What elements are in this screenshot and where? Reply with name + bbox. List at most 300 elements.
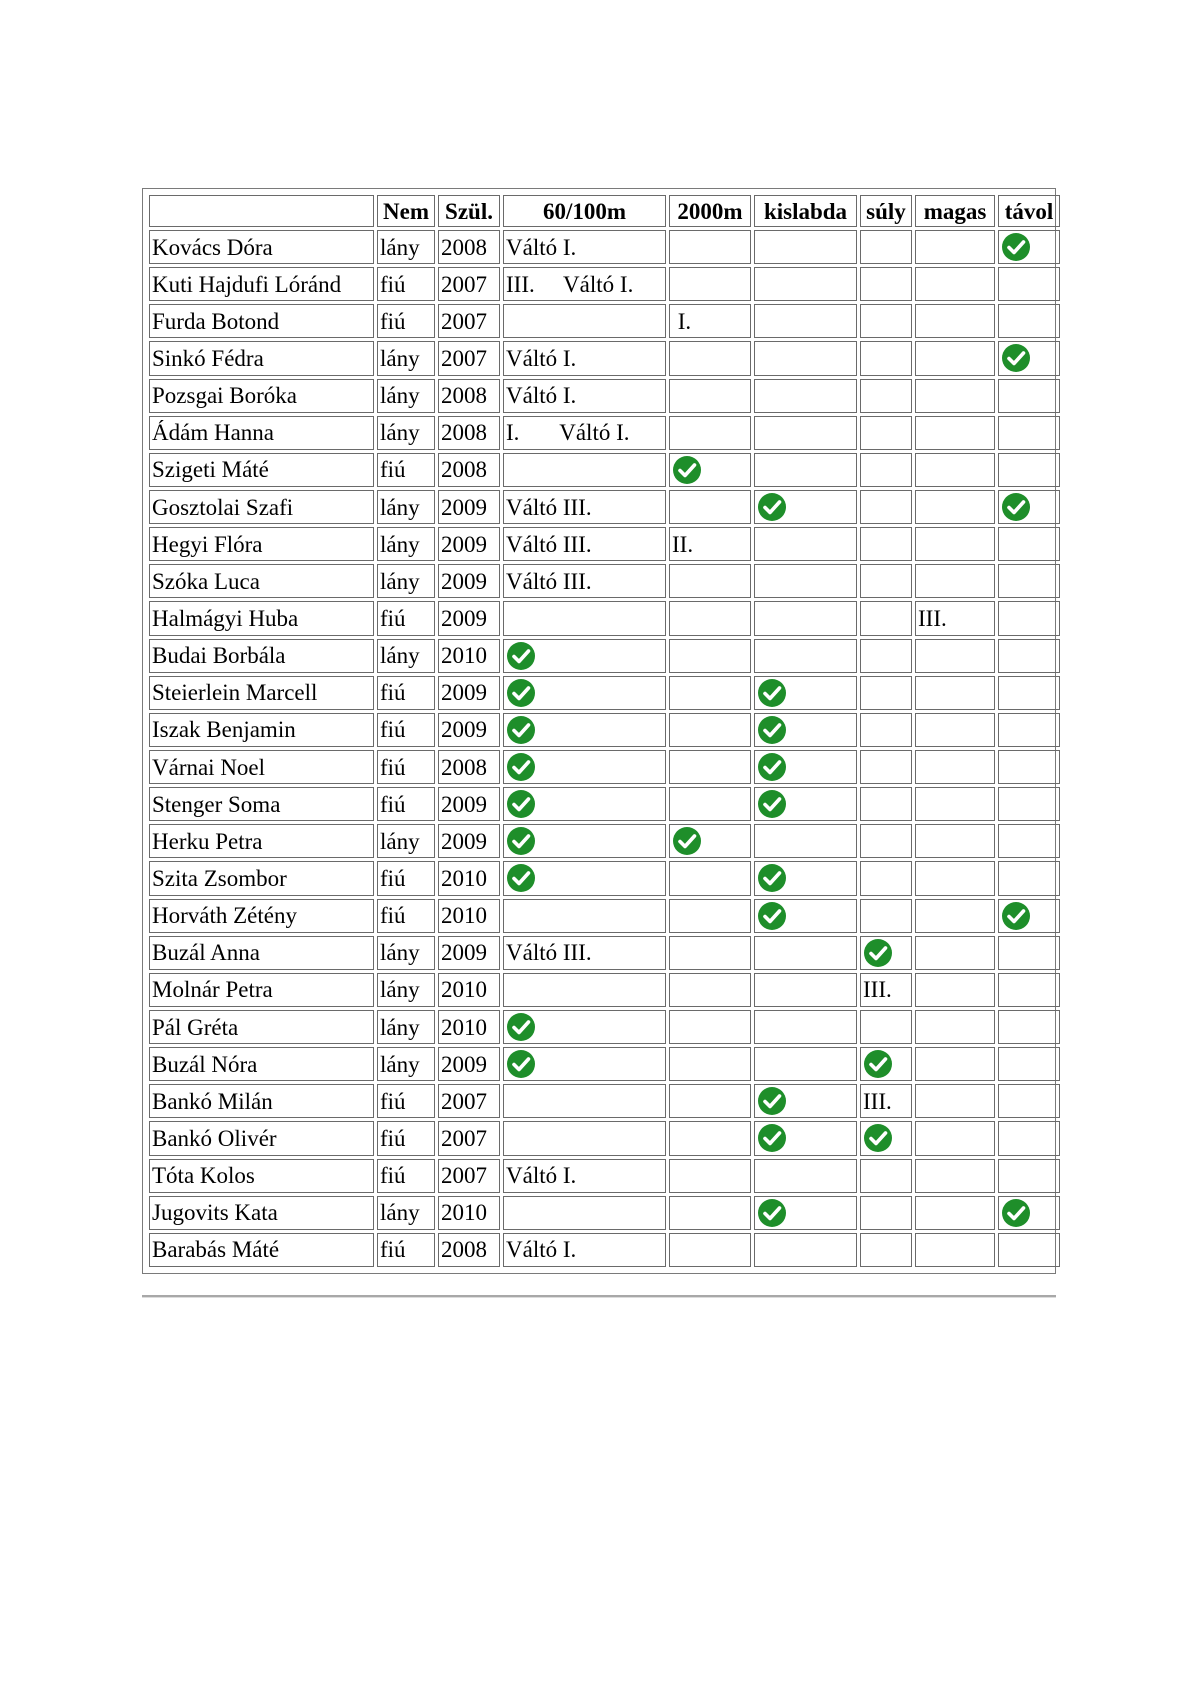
event-suly-cell [860,601,912,635]
nem-cell: fiú [377,1121,435,1155]
name-cell: Bankó Olivér [149,1121,374,1155]
event-suly-cell [860,936,912,970]
table-row [149,750,1060,784]
check-circle-icon [1001,1198,1031,1228]
name-cell: Horváth Zétény [149,899,374,933]
check-circle-icon [506,789,536,819]
event-60-100m-cell [503,787,666,821]
event-kislabda-cell [754,639,857,673]
event-60-100m-cell: Váltó III. [503,490,666,524]
event-2000m-cell: I. [669,304,751,338]
event-kislabda-cell [754,416,857,450]
event-magas-cell [915,304,995,338]
event-60-100m-cell [503,453,666,487]
szul-cell: 2009 [438,787,500,821]
event-magas-cell: III. [915,601,995,635]
event-kislabda-cell [754,1047,857,1081]
check-circle-icon [757,863,787,893]
nem-cell: fiú [377,304,435,338]
event-magas-cell [915,1159,995,1193]
name-cell: Buzál Nóra [149,1047,374,1081]
nem-cell: lány [377,973,435,1007]
event-tavol-cell [998,861,1060,895]
event-kislabda-cell [754,861,857,895]
event-2000m-cell [669,341,751,375]
event-suly-cell [860,304,912,338]
event-suly-cell [860,416,912,450]
event-60-100m-cell [503,899,666,933]
event-suly-cell [860,639,912,673]
check-circle-icon [506,1049,536,1079]
event-magas-cell [915,1196,995,1230]
horizontal-rule [142,1295,1056,1298]
nem-cell: lány [377,639,435,673]
name-cell: Molnár Petra [149,973,374,1007]
event-tavol-cell [998,639,1060,673]
table-row [149,1047,1060,1081]
szul-cell: 2010 [438,639,500,673]
event-60-100m-cell: I. Váltó I. [503,416,666,450]
results-table-frame [142,188,1056,1274]
event-60-100m-cell: III. Váltó I. [503,267,666,301]
event-2000m-cell [669,416,751,450]
event-kislabda-cell [754,676,857,710]
event-2000m-cell [669,936,751,970]
name-cell: Herku Petra [149,824,374,858]
header-name [149,195,374,227]
event-60-100m-cell [503,750,666,784]
table-row [149,824,1060,858]
event-suly-cell [860,787,912,821]
szul-cell: 2010 [438,973,500,1007]
event-magas-cell [915,564,995,598]
event-2000m-cell [669,490,751,524]
event-magas-cell [915,453,995,487]
check-circle-icon [757,901,787,931]
table-row [149,1159,1060,1193]
table-row [149,861,1060,895]
event-tavol-cell [998,341,1060,375]
event-60-100m-cell: Váltó III. [503,527,666,561]
event-60-100m-cell [503,639,666,673]
event-2000m-cell [669,1233,751,1267]
event-kislabda-cell [754,1010,857,1044]
event-60-100m-cell [503,1121,666,1155]
event-kislabda-cell [754,1084,857,1118]
nem-cell: fiú [377,1233,435,1267]
nem-cell: fiú [377,713,435,747]
event-suly-cell [860,564,912,598]
event-suly-cell [860,1047,912,1081]
event-tavol-cell [998,676,1060,710]
header-60-100m: 60/100m [503,195,666,227]
nem-cell: fiú [377,267,435,301]
event-suly-cell [860,861,912,895]
event-kislabda-cell [754,713,857,747]
name-cell: Halmágyi Huba [149,601,374,635]
event-60-100m-cell [503,824,666,858]
szul-cell: 2009 [438,676,500,710]
event-magas-cell [915,230,995,264]
event-2000m-cell [669,1159,751,1193]
event-2000m-cell [669,453,751,487]
check-circle-icon [863,938,893,968]
event-60-100m-cell [503,973,666,1007]
check-circle-icon [1001,343,1031,373]
name-cell: Kuti Hajdufi Lóránd [149,267,374,301]
event-suly-cell [860,1233,912,1267]
event-suly-cell [860,341,912,375]
event-60-100m-cell: Váltó I. [503,379,666,413]
name-cell: Bankó Milán [149,1084,374,1118]
nem-cell: fiú [377,453,435,487]
nem-cell: lány [377,341,435,375]
event-suly-cell [860,490,912,524]
event-magas-cell [915,861,995,895]
event-2000m-cell [669,1010,751,1044]
table-row [149,936,1060,970]
event-magas-cell [915,416,995,450]
nem-cell: fiú [377,1084,435,1118]
name-cell: Szita Zsombor [149,861,374,895]
check-circle-icon [757,1198,787,1228]
table-row [149,453,1060,487]
event-kislabda-cell [754,564,857,598]
event-magas-cell [915,750,995,784]
event-magas-cell [915,676,995,710]
table-row [149,973,1060,1007]
event-magas-cell [915,1047,995,1081]
event-kislabda-cell [754,973,857,1007]
name-cell: Várnai Noel [149,750,374,784]
event-2000m-cell [669,750,751,784]
event-2000m-cell [669,861,751,895]
event-kislabda-cell [754,379,857,413]
szul-cell: 2010 [438,1196,500,1230]
szul-cell: 2009 [438,936,500,970]
event-2000m-cell [669,973,751,1007]
event-kislabda-cell [754,787,857,821]
event-2000m-cell [669,601,751,635]
check-circle-icon [757,752,787,782]
event-tavol-cell [998,787,1060,821]
event-magas-cell [915,824,995,858]
check-circle-icon [506,715,536,745]
event-tavol-cell [998,1121,1060,1155]
event-2000m-cell [669,564,751,598]
nem-cell: fiú [377,861,435,895]
name-cell: Pozsgai Boróka [149,379,374,413]
event-kislabda-cell [754,899,857,933]
table-row [149,1121,1060,1155]
event-magas-cell [915,899,995,933]
szul-cell: 2007 [438,304,500,338]
header-kislabda: kislabda [754,195,857,227]
szul-cell: 2008 [438,416,500,450]
name-cell: Steierlein Marcell [149,676,374,710]
event-kislabda-cell [754,936,857,970]
event-60-100m-cell [503,1084,666,1118]
event-60-100m-cell [503,1047,666,1081]
szul-cell: 2008 [438,379,500,413]
event-2000m-cell [669,899,751,933]
header-magas: magas [915,195,995,227]
check-circle-icon [757,1123,787,1153]
szul-cell: 2010 [438,861,500,895]
name-cell: Ádám Hanna [149,416,374,450]
check-circle-icon [672,455,702,485]
event-tavol-cell [998,1047,1060,1081]
event-kislabda-cell [754,1159,857,1193]
event-60-100m-cell [503,676,666,710]
table-row [149,899,1060,933]
nem-cell: lány [377,564,435,598]
szul-cell: 2009 [438,713,500,747]
szul-cell: 2008 [438,453,500,487]
name-cell: Stenger Soma [149,787,374,821]
event-magas-cell [915,379,995,413]
event-suly-cell: III. [860,973,912,1007]
event-tavol-cell [998,416,1060,450]
event-2000m-cell [669,676,751,710]
szul-cell: 2009 [438,601,500,635]
name-cell: Furda Botond [149,304,374,338]
szul-cell: 2008 [438,230,500,264]
table-row [149,230,1060,264]
event-suly-cell [860,379,912,413]
event-60-100m-cell: Váltó I. [503,230,666,264]
szul-cell: 2007 [438,1121,500,1155]
nem-cell: lány [377,1047,435,1081]
szul-cell: 2010 [438,899,500,933]
event-60-100m-cell: Váltó I. [503,341,666,375]
event-tavol-cell [998,230,1060,264]
nem-cell: fiú [377,676,435,710]
szul-cell: 2007 [438,267,500,301]
name-cell: Iszak Benjamin [149,713,374,747]
table-row [149,490,1060,524]
table-row [149,1084,1060,1118]
nem-cell: lány [377,824,435,858]
nem-cell: fiú [377,787,435,821]
event-kislabda-cell [754,527,857,561]
event-tavol-cell [998,713,1060,747]
event-2000m-cell [669,1196,751,1230]
check-circle-icon [506,1012,536,1042]
event-tavol-cell [998,564,1060,598]
check-circle-icon [506,863,536,893]
event-kislabda-cell [754,1196,857,1230]
event-suly-cell [860,267,912,301]
event-tavol-cell [998,1084,1060,1118]
event-suly-cell [860,1196,912,1230]
header-szul: Szül. [438,195,500,227]
event-2000m-cell [669,267,751,301]
szul-cell: 2008 [438,1233,500,1267]
nem-cell: fiú [377,750,435,784]
check-circle-icon [506,752,536,782]
name-cell: Hegyi Flóra [149,527,374,561]
table-row [149,564,1060,598]
szul-cell: 2009 [438,527,500,561]
check-circle-icon [506,641,536,671]
name-cell: Barabás Máté [149,1233,374,1267]
table-row [149,527,1060,561]
event-60-100m-cell: Váltó III. [503,564,666,598]
szul-cell: 2009 [438,1047,500,1081]
event-tavol-cell [998,824,1060,858]
event-tavol-cell [998,1233,1060,1267]
header-2000m: 2000m [669,195,751,227]
nem-cell: lány [377,230,435,264]
event-magas-cell [915,527,995,561]
event-tavol-cell [998,304,1060,338]
check-circle-icon [506,826,536,856]
check-circle-icon [757,492,787,522]
nem-cell: lány [377,1196,435,1230]
szul-cell: 2008 [438,750,500,784]
event-tavol-cell [998,973,1060,1007]
name-cell: Buzál Anna [149,936,374,970]
event-2000m-cell [669,639,751,673]
event-magas-cell [915,267,995,301]
check-circle-icon [506,678,536,708]
table-row [149,1233,1060,1267]
table-row [149,787,1060,821]
table-row [149,639,1060,673]
nem-cell: lány [377,490,435,524]
name-cell: Sinkó Fédra [149,341,374,375]
event-60-100m-cell [503,601,666,635]
check-circle-icon [1001,901,1031,931]
nem-cell: fiú [377,1159,435,1193]
check-circle-icon [1001,492,1031,522]
szul-cell: 2009 [438,564,500,598]
event-magas-cell [915,341,995,375]
event-60-100m-cell: Váltó I. [503,1233,666,1267]
table-row [149,379,1060,413]
event-60-100m-cell: Váltó I. [503,1159,666,1193]
name-cell: Budai Borbála [149,639,374,673]
nem-cell: fiú [377,899,435,933]
event-2000m-cell [669,230,751,264]
event-magas-cell [915,936,995,970]
event-suly-cell [860,1159,912,1193]
table-row [149,304,1060,338]
szul-cell: 2007 [438,1159,500,1193]
name-cell: Pál Gréta [149,1010,374,1044]
event-suly-cell [860,899,912,933]
event-magas-cell [915,1233,995,1267]
table-row [149,267,1060,301]
nem-cell: lány [377,527,435,561]
name-cell: Szigeti Máté [149,453,374,487]
event-suly-cell: III. [860,1084,912,1118]
event-kislabda-cell [754,601,857,635]
event-60-100m-cell [503,1010,666,1044]
name-cell: Gosztolai Szafi [149,490,374,524]
event-2000m-cell [669,379,751,413]
check-circle-icon [757,678,787,708]
event-magas-cell [915,1010,995,1044]
table-row [149,341,1060,375]
event-kislabda-cell [754,267,857,301]
event-kislabda-cell [754,1121,857,1155]
event-suly-cell [860,453,912,487]
event-60-100m-cell [503,304,666,338]
event-tavol-cell [998,527,1060,561]
event-magas-cell [915,713,995,747]
table-row [149,713,1060,747]
name-cell: Tóta Kolos [149,1159,374,1193]
check-circle-icon [757,715,787,745]
event-magas-cell [915,1084,995,1118]
event-60-100m-cell [503,1196,666,1230]
event-tavol-cell [998,490,1060,524]
check-circle-icon [863,1049,893,1079]
event-kislabda-cell [754,341,857,375]
header-suly: súly [860,195,912,227]
name-cell: Szóka Luca [149,564,374,598]
check-circle-icon [1001,232,1031,262]
event-suly-cell [860,1121,912,1155]
nem-cell: lány [377,1010,435,1044]
event-magas-cell [915,490,995,524]
header-row [149,195,1060,227]
szul-cell: 2007 [438,341,500,375]
table-row [149,601,1060,635]
table-row [149,1010,1060,1044]
table-row [149,1196,1060,1230]
szul-cell: 2009 [438,490,500,524]
header-nem: Nem [377,195,435,227]
table-body [149,230,1060,1267]
nem-cell: lány [377,936,435,970]
event-60-100m-cell [503,713,666,747]
szul-cell: 2010 [438,1010,500,1044]
name-cell: Kovács Dóra [149,230,374,264]
header-tavol: távol [998,195,1060,227]
event-2000m-cell [669,824,751,858]
event-tavol-cell [998,1196,1060,1230]
event-2000m-cell [669,713,751,747]
check-circle-icon [757,1086,787,1116]
event-2000m-cell [669,1047,751,1081]
event-60-100m-cell [503,861,666,895]
event-tavol-cell [998,1159,1060,1193]
check-circle-icon [757,789,787,819]
event-tavol-cell [998,1010,1060,1044]
nem-cell: lány [377,416,435,450]
event-2000m-cell [669,1121,751,1155]
event-suly-cell [860,1010,912,1044]
event-kislabda-cell [754,490,857,524]
event-2000m-cell: II. [669,527,751,561]
event-kislabda-cell [754,453,857,487]
name-cell: Jugovits Kata [149,1196,374,1230]
event-suly-cell [860,824,912,858]
table-row [149,676,1060,710]
event-suly-cell [860,713,912,747]
event-suly-cell [860,230,912,264]
event-tavol-cell [998,379,1060,413]
event-magas-cell [915,639,995,673]
event-2000m-cell [669,1084,751,1118]
event-2000m-cell [669,787,751,821]
event-kislabda-cell [754,230,857,264]
event-magas-cell [915,1121,995,1155]
event-60-100m-cell: Váltó III. [503,936,666,970]
